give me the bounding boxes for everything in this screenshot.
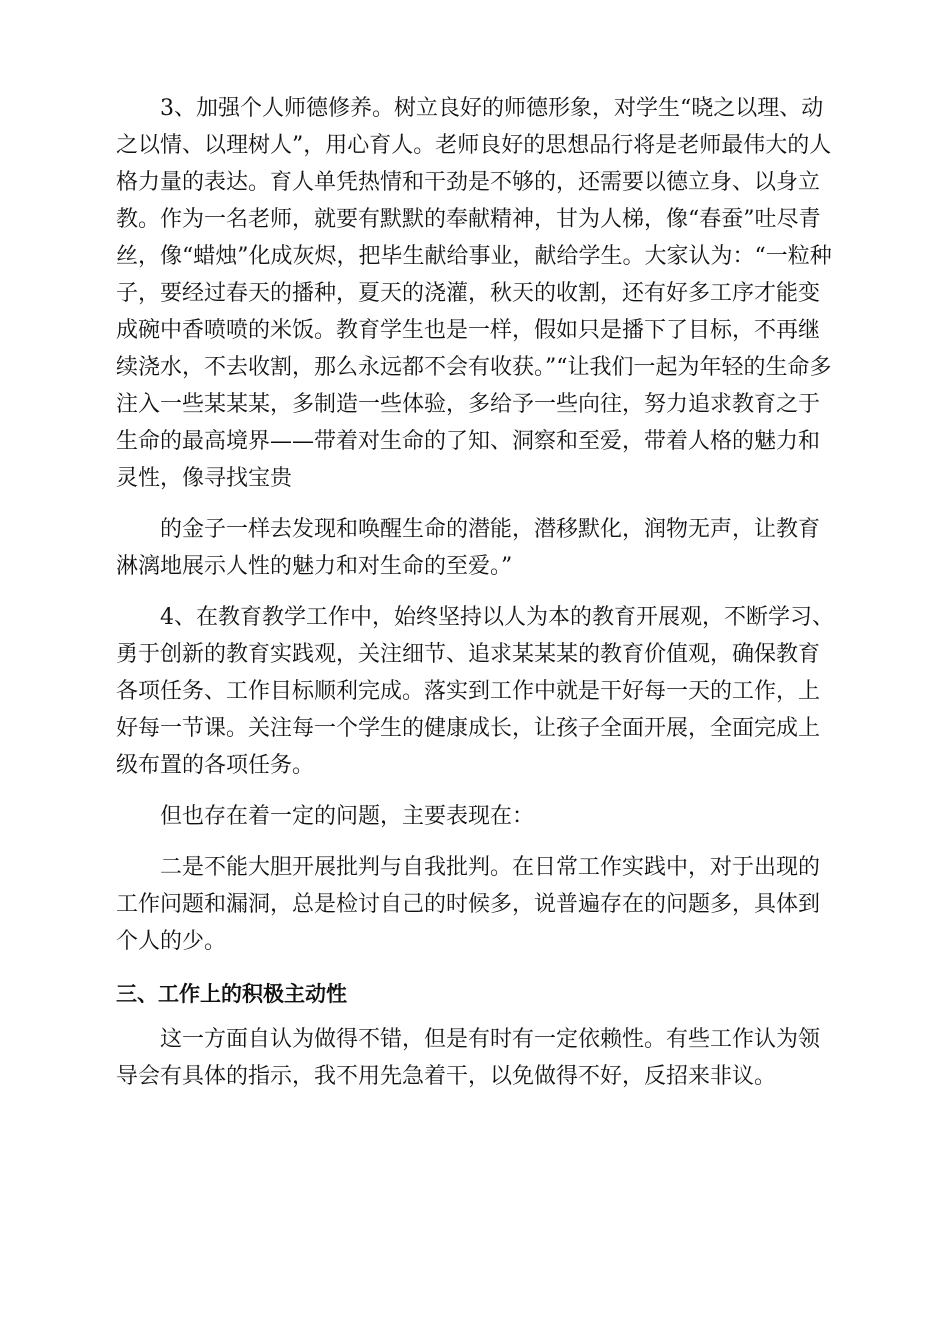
paragraph-initiative: 这一方面自认为做得不错，但是有时有一定依赖性。有些工作认为领导会有具体的指示，我不用先急着干，以免做得不好，反招来非议。: [116, 1027, 821, 1089]
paragraph-self-criticism: 二是不能大胆开展批判与自我批判。在日常工作实践中，对于出现的工作问题和漏洞，总是检讨自己的时候多，说普遍存在的问题多，具体到个人的少。: [116, 855, 821, 954]
paragraph-problems-intro: 但也存在着一定的问题，主要表现在：: [160, 804, 535, 829]
paragraph-teacher-ethics: 3、加强个人师德修养。树立良好的师德形象，对学生“晓之以理、动之以情、以理树人”，用心育人。老师良好的思想品行将是老师最伟大的人格力量的表达。育人单凭热情和干劲是不够的，还需要以德立身、以身立教。作为一名老师，就要有默默的奉献精神，甘为人梯，像“春蚕”吐尽青丝，像“蜡烛”化成灰烬，把毕生献给事业，献给学生。大家认为：“一粒种子，要经过春天的播种，夏天的浇灌，秋天的收割，还有好多工序才能变成碗中香喷喷的米饭。教育学生也是一样，假如只是播下了目标，不再继续浇水，不去收割，那么永远都不会有收获。”“让我们一起为年轻的生命多注入一些某某某，多制造一些体验，多给予一些向往，努力追求教育之于生命的最高境界——带着对生命的了知、洞察和至爱，带着人格的魅力和灵性，像寻找宝贵: [116, 96, 832, 491]
paragraph-teacher-ethics-continued: 的金子一样去发现和唤醒生命的潜能，潜移默化，润物无声，让教育淋漓地展示人性的魅力和对生命的至爱。”: [116, 517, 821, 579]
section-heading: 三、工作上的积极主动性: [116, 982, 347, 1006]
paragraph-teaching-work: 4、在教育教学工作中，始终坚持以人为本的教育开展观，不断学习、勇于创新的教育实践观，关注细节、追求某某某的教育价值观，确保教育各项任务、工作目标顺利完成。落实到工作中就是干好每一天的工作，上好每一节课。关注每一个学生的健康成长，让孩子全面开展，全面完成上级布置的各项任务。: [116, 605, 834, 778]
document-body: [116, 90, 836, 1095]
